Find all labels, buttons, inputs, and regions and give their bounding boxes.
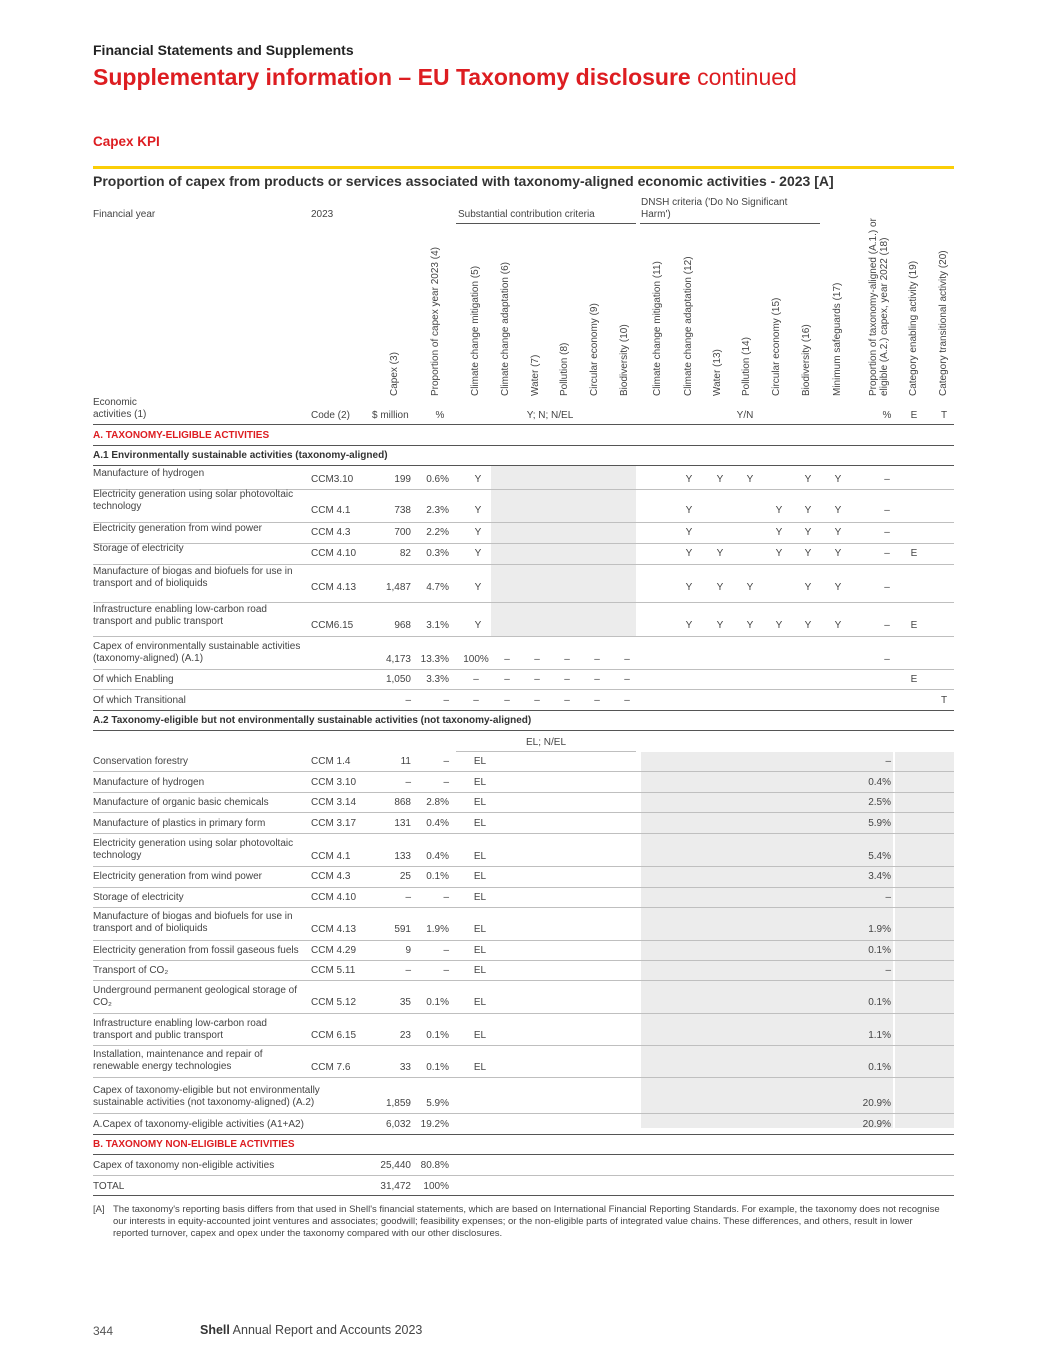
- row-divider: [93, 1113, 954, 1114]
- subtotal-name: Of which Transitional: [93, 695, 186, 706]
- dnsh-d15: Y: [775, 527, 783, 538]
- dnsh-d15: Y: [775, 505, 783, 516]
- dnsh-d15: Y: [775, 548, 783, 559]
- capex-value: 11: [400, 756, 411, 767]
- sc-eligibility: EL: [473, 1062, 487, 1073]
- dnsh-d17: Y: [834, 474, 842, 485]
- row-divider: [93, 940, 954, 941]
- sc-unit: Y; N; N/EL: [526, 410, 574, 421]
- column-header: Category transitional activity (20): [938, 250, 949, 396]
- activity-code: CCM 4.3: [311, 871, 351, 882]
- capex-proportion: 0.1%: [426, 871, 449, 882]
- financial-year-label: Financial year: [93, 209, 156, 220]
- dnsh-criteria-label: DNSH criteria ('Do No Significant Harm'): [641, 197, 788, 220]
- column-header: Biodiversity (16): [801, 324, 812, 396]
- column-header: Proportion of taxonomy-aligned (A.1.) or: [868, 218, 879, 396]
- subtotal-capex: 1,859: [385, 1098, 411, 1109]
- subtotal-sc-value: –: [624, 654, 630, 665]
- row-divider: [93, 445, 954, 446]
- activity-code: CCM 6.15: [311, 1030, 357, 1041]
- subtotal-capex: 4,173: [385, 654, 411, 665]
- capex-proportion: –: [443, 965, 449, 976]
- table-title: Proportion of capex from products or services associated with taxonomy-aligned economic activities - 2023 [A]: [93, 173, 834, 189]
- subtotal-sc-value: –: [624, 695, 630, 706]
- dnsh-d13: Y: [716, 548, 724, 559]
- subtotal-name: Capex of environmentally sustainable activities (taxonomy-aligned) (A.1): [93, 641, 301, 664]
- subtotal-sc-value: 100%: [463, 654, 489, 665]
- subtotal-sc-value: –: [473, 674, 479, 685]
- activity-name: Manufacture of hydrogen: [93, 468, 205, 479]
- activity-name: Underground permanent geological storage of CO₂: [93, 985, 298, 1008]
- kpi-heading: Capex KPI: [93, 134, 160, 149]
- sc-mitigation: Y: [474, 620, 482, 631]
- activity-code: CCM 4.13: [311, 582, 357, 593]
- capex-value: 868: [394, 797, 411, 808]
- capex-value: 82: [399, 548, 411, 559]
- noneligible-proportion: 100%: [423, 1181, 449, 1192]
- activity-name: Infrastructure enabling low-carbon road transport and public transport: [93, 1018, 267, 1041]
- column-header: Biodiversity (10): [619, 324, 630, 396]
- row-divider: [93, 1045, 954, 1046]
- subtotal-sc-value: –: [534, 674, 540, 685]
- capex-value: 133: [394, 851, 411, 862]
- prior-year-proportion: –: [884, 548, 890, 559]
- sc-eligibility: EL: [473, 851, 487, 862]
- subtotal-sc-value: –: [473, 695, 479, 706]
- activity-name: Manufacture of biogas and biofuels for use in transport and of bioliquids: [93, 566, 293, 589]
- activity-name: Manufacture of plastics in primary form: [93, 818, 266, 829]
- subtotal-sc-value: –: [564, 695, 570, 706]
- sc-mitigation: Y: [474, 474, 482, 485]
- dnsh-d13: Y: [716, 582, 724, 593]
- capex-proportion: 4.7%: [426, 582, 449, 593]
- dnsh-d12: Y: [685, 474, 693, 485]
- dnsh-d12: Y: [685, 505, 693, 516]
- shaded-cell: [491, 466, 636, 636]
- prior-year-proportion: –: [884, 474, 890, 485]
- noneligible-capex: 25,440: [380, 1160, 411, 1171]
- activity-name: Storage of electricity: [93, 892, 184, 903]
- activity-name: Electricity generation from wind power: [93, 523, 262, 534]
- capex-value: 33: [399, 1062, 411, 1073]
- capex-proportion: 0.4%: [426, 851, 449, 862]
- section-a-heading: A. TAXONOMY-ELIGIBLE ACTIVITIES: [93, 430, 270, 441]
- sc-mitigation: Y: [474, 548, 482, 559]
- capex-value: 23: [399, 1030, 411, 1041]
- prior-year-proportion: 0.1%: [868, 945, 891, 956]
- capex-value: 700: [394, 527, 411, 538]
- capex-proportion: –: [443, 945, 449, 956]
- dnsh-d16: Y: [804, 474, 812, 485]
- capex-proportion: –: [443, 777, 449, 788]
- financial-year-value: 2023: [311, 209, 334, 220]
- activity-code: CCM 5.12: [311, 997, 357, 1008]
- row-divider: [93, 907, 954, 908]
- sc-eligibility: EL: [473, 892, 487, 903]
- capex-proportion: 3.1%: [426, 620, 449, 631]
- activity-name: Storage of electricity: [93, 543, 184, 554]
- activity-name: Installation, maintenance and repair of renewable energy technologies: [93, 1049, 263, 1072]
- subtotal-sc-value: –: [534, 695, 540, 706]
- capex-proportion: 1.9%: [426, 924, 449, 935]
- subtotal-capex: 6,032: [385, 1119, 411, 1130]
- subtotal-sc-value: –: [594, 695, 600, 706]
- subtotal-sc-value: –: [504, 654, 510, 665]
- capex-proportion: 0.1%: [426, 997, 449, 1008]
- capex-value: 591: [394, 924, 411, 935]
- column-header: Water (13): [712, 349, 723, 396]
- sc-eligibility: EL: [473, 756, 487, 767]
- dnsh-unit: Y/N: [736, 410, 754, 421]
- dnsh-d12: Y: [685, 582, 693, 593]
- column-header: eligible (A.2.) capex, year 2022 (18): [879, 237, 890, 396]
- sc-mitigation: Y: [474, 527, 482, 538]
- sc-eligibility: EL: [473, 871, 487, 882]
- column-header: Pollution (8): [559, 342, 570, 396]
- page-number: 344: [93, 1324, 114, 1338]
- dnsh-d14: Y: [746, 474, 754, 485]
- activity-code: CCM 3.14: [311, 797, 357, 808]
- subtotal-proportion: 5.9%: [426, 1098, 449, 1109]
- activity-code: CCM 7.6: [311, 1062, 351, 1073]
- row-divider: [93, 1195, 954, 1196]
- capex-proportion: 0.4%: [426, 818, 449, 829]
- subtotal-prior-year: –: [884, 654, 890, 665]
- row-divider: [93, 771, 954, 772]
- noneligible-capex: 31,472: [380, 1181, 411, 1192]
- yellow-divider: [93, 166, 954, 169]
- row-divider: [93, 669, 954, 670]
- capex-proportion: 2.2%: [426, 527, 449, 538]
- p18-unit: %: [882, 410, 892, 421]
- sc-eligibility: EL: [473, 924, 487, 935]
- row-divider: [456, 223, 636, 224]
- page-title-suffix: continued: [690, 64, 797, 90]
- dnsh-d12: Y: [685, 548, 693, 559]
- activity-code: CCM 4.1: [311, 505, 351, 516]
- activity-code: CCM 4.10: [311, 892, 357, 903]
- subtotal-sc-value: –: [534, 654, 540, 665]
- activity-name: Transport of CO₂: [93, 965, 169, 976]
- e-unit: E: [910, 410, 918, 421]
- subtotal-transitional: T: [940, 695, 948, 706]
- noneligible-row-name: Capex of taxonomy non-eligible activities: [93, 1160, 275, 1171]
- activity-code: CCM 4.10: [311, 548, 357, 559]
- sc-eligibility: EL: [473, 818, 487, 829]
- column-header: Water (7): [530, 354, 541, 396]
- subtotal-capex: 1,050: [385, 674, 411, 685]
- capex-proportion: 0.3%: [426, 548, 449, 559]
- activity-code: CCM 4.29: [311, 945, 357, 956]
- subtotal-capex: –: [405, 695, 411, 706]
- subtotal-proportion: –: [443, 695, 449, 706]
- dnsh-d16: Y: [804, 505, 812, 516]
- prior-year-proportion: –: [884, 505, 890, 516]
- dnsh-d17: Y: [834, 505, 842, 516]
- dnsh-d14: Y: [746, 620, 754, 631]
- activity-code: CCM 1.4: [311, 756, 351, 767]
- capex-proportion: 2.3%: [426, 505, 449, 516]
- sc-eligibility: EL: [473, 777, 487, 788]
- prior-year-proportion: 1.9%: [868, 924, 891, 935]
- subtotal-name: Capex of taxonomy-eligible but not environmentally sustainable activities (not taxonomy-aligned) (A.2): [93, 1085, 320, 1108]
- sc-eligibility: EL: [473, 997, 487, 1008]
- row-divider: [93, 1013, 954, 1014]
- subtotal-enabling: E: [910, 674, 918, 685]
- capex-value: 199: [394, 474, 411, 485]
- activity-name: Manufacture of organic basic chemicals: [93, 797, 269, 808]
- section-a1-heading: A.1 Environmentally sustainable activities (taxonomy-aligned): [93, 450, 388, 461]
- noneligible-proportion: 80.8%: [420, 1160, 449, 1171]
- subtotal-sc-value: –: [504, 695, 510, 706]
- sc-eligibility: EL: [473, 1030, 487, 1041]
- column-header: Climate change adaptation (6): [500, 262, 511, 396]
- page-title-main: Supplementary information – EU Taxonomy disclosure: [93, 64, 691, 90]
- footnote: [93, 1204, 943, 1240]
- activity-name: Infrastructure enabling low-carbon road transport and public transport: [93, 604, 267, 627]
- activity-name: Electricity generation from fossil gaseous fuels: [93, 945, 299, 956]
- row-divider: [93, 710, 954, 711]
- row-divider: [93, 564, 954, 565]
- a2-unit: EL; N/EL: [525, 737, 567, 748]
- column-header: Climate change adaptation (12): [683, 256, 694, 396]
- capex-proportion: 0.6%: [426, 474, 449, 485]
- section-b-heading: B. TAXONOMY NON-ELIGIBLE ACTIVITIES: [93, 1139, 295, 1150]
- capex-value: 9: [405, 945, 411, 956]
- column-header: Climate change mitigation (5): [470, 265, 481, 396]
- capex-value: –: [405, 777, 411, 788]
- capex-value: –: [405, 965, 411, 976]
- activity-code: CCM 5.11: [311, 965, 356, 976]
- row-divider: [93, 812, 954, 813]
- row-divider: [93, 792, 954, 793]
- prior-year-proportion: –: [885, 892, 891, 903]
- row-divider: [93, 1154, 954, 1155]
- activity-code: CCM 4.13: [311, 924, 357, 935]
- dnsh-d17: Y: [834, 548, 842, 559]
- prop-unit: %: [435, 410, 445, 421]
- row-divider: [456, 751, 636, 752]
- prior-year-proportion: –: [885, 965, 891, 976]
- row-divider: [93, 887, 954, 888]
- noneligible-row-name: TOTAL: [93, 1181, 125, 1192]
- subtotal-proportion: 3.3%: [426, 674, 449, 685]
- row-divider: [93, 636, 954, 637]
- subtotal-sc-value: –: [594, 654, 600, 665]
- column-header: Proportion of capex year 2023 (4): [430, 247, 441, 396]
- sc-eligibility: EL: [473, 945, 487, 956]
- report-name: Annual Report and Accounts 2023: [229, 1323, 423, 1337]
- capex-proportion: 0.1%: [426, 1062, 449, 1073]
- prior-year-proportion: 2.5%: [868, 797, 891, 808]
- column-header: Climate change mitigation (11): [652, 261, 663, 396]
- capex-unit: $ million: [372, 410, 409, 421]
- row-divider: [93, 960, 954, 961]
- column-header: Circular economy (9): [589, 303, 600, 396]
- capex-value: 25: [399, 871, 411, 882]
- capex-value: 968: [394, 620, 411, 631]
- prior-year-proportion: –: [884, 582, 890, 593]
- row-divider: [93, 730, 954, 731]
- capex-value: –: [405, 892, 411, 903]
- capex-value: 131: [394, 818, 411, 829]
- prior-year-proportion: 0.1%: [868, 1062, 891, 1073]
- sc-eligibility: EL: [473, 797, 487, 808]
- row-divider: [93, 602, 954, 603]
- dnsh-d14: Y: [746, 582, 754, 593]
- subtotal-proportion: 19.2%: [420, 1119, 449, 1130]
- t-unit: T: [940, 410, 948, 421]
- substantial-criteria-label: Substantial contribution criteria: [458, 209, 595, 220]
- activity-name: Conservation forestry: [93, 756, 189, 767]
- row-divider: [640, 223, 820, 224]
- report-footer: [200, 1323, 422, 1337]
- prior-year-proportion: 3.4%: [868, 871, 891, 882]
- subtotal-name: Of which Enabling: [93, 674, 174, 685]
- economic-activities-label: Economic activities (1): [93, 397, 147, 420]
- prior-year-proportion: –: [885, 756, 891, 767]
- dnsh-d16: Y: [804, 548, 812, 559]
- subtotal-proportion: 13.3%: [420, 654, 449, 665]
- subtotal-sc-value: –: [564, 654, 570, 665]
- page-title: [93, 64, 797, 91]
- dnsh-d16: Y: [804, 582, 812, 593]
- capex-value: 738: [394, 505, 411, 516]
- dnsh-d17: Y: [834, 620, 842, 631]
- capex-proportion: 2.8%: [426, 797, 449, 808]
- capex-value: 1,487: [385, 582, 411, 593]
- prior-year-proportion: 5.9%: [868, 818, 891, 829]
- activity-name: Electricity generation from wind power: [93, 871, 262, 882]
- row-divider: [93, 1077, 954, 1078]
- activity-code: CCM 3.10: [311, 777, 357, 788]
- dnsh-d12: Y: [685, 620, 693, 631]
- sc-mitigation: Y: [474, 582, 482, 593]
- prior-year-proportion: –: [884, 527, 890, 538]
- row-divider: [93, 1134, 954, 1135]
- activity-code: CCM 3.17: [311, 818, 357, 829]
- activity-name: Electricity generation using solar photovoltaic technology: [93, 489, 294, 512]
- subtotal-sc-value: –: [504, 674, 510, 685]
- row-divider: [93, 424, 954, 425]
- dnsh-d13: Y: [716, 474, 724, 485]
- dnsh-d16: Y: [804, 620, 812, 631]
- subtotal-name: A.Capex of taxonomy-eligible activities (A1+A2): [93, 1119, 304, 1130]
- activity-code: CCM6.15: [311, 620, 354, 631]
- column-header: Capex (3): [389, 352, 400, 396]
- dnsh-d16: Y: [804, 527, 812, 538]
- enabling-flag: E: [910, 548, 918, 559]
- prior-year-proportion: 5.4%: [868, 851, 891, 862]
- prior-year-proportion: 0.4%: [868, 777, 891, 788]
- activity-code: CCM 4.3: [311, 527, 351, 538]
- capex-value: 35: [399, 997, 411, 1008]
- row-divider: [93, 689, 954, 690]
- prior-year-proportion: 0.1%: [868, 997, 891, 1008]
- subtotal-sc-value: –: [594, 674, 600, 685]
- capex-proportion: –: [443, 892, 449, 903]
- section-a2-heading: A.2 Taxonomy-eligible but not environmentally sustainable activities (not taxonomy-aligned): [93, 715, 532, 726]
- subtotal-sc-value: –: [564, 674, 570, 685]
- column-header: Circular economy (15): [771, 297, 782, 396]
- subtotal-prior-year: 20.9%: [862, 1119, 891, 1130]
- activity-code: CCM 4.1: [311, 851, 351, 862]
- brand-name: Shell: [200, 1323, 230, 1337]
- sc-eligibility: EL: [473, 965, 487, 976]
- dnsh-d17: Y: [834, 527, 842, 538]
- row-divider: [93, 980, 954, 981]
- activity-name: Manufacture of biogas and biofuels for use in transport and of bioliquids: [93, 911, 293, 934]
- capex-proportion: 0.1%: [426, 1030, 449, 1041]
- row-divider: [93, 866, 954, 867]
- dnsh-d12: Y: [685, 527, 693, 538]
- row-divider: [93, 1175, 954, 1176]
- column-header: Pollution (14): [741, 337, 752, 396]
- subtotal-prior-year: 20.9%: [862, 1098, 891, 1109]
- enabling-flag: E: [910, 620, 918, 631]
- column-header: Category enabling activity (19): [908, 260, 919, 396]
- row-divider: [93, 833, 954, 834]
- activity-code: CCM3.10: [311, 474, 354, 485]
- dnsh-d15: Y: [775, 620, 783, 631]
- code-unit: Code (2): [311, 410, 350, 421]
- capex-proportion: –: [443, 756, 449, 767]
- prior-year-proportion: 1.1%: [868, 1030, 891, 1041]
- activity-name: Electricity generation using solar photovoltaic technology: [93, 838, 294, 861]
- prior-year-proportion: –: [884, 620, 890, 631]
- footnote-mark: [A]: [93, 1204, 105, 1215]
- dnsh-d17: Y: [834, 582, 842, 593]
- subtotal-sc-value: –: [624, 674, 630, 685]
- sc-mitigation: Y: [474, 505, 482, 516]
- section-label: Financial Statements and Supplements: [93, 42, 354, 58]
- dnsh-d13: Y: [716, 620, 724, 631]
- activity-name: Manufacture of hydrogen: [93, 777, 205, 788]
- column-header: Minimum safeguards (17): [832, 282, 843, 396]
- footnote-text: The taxonomy's reporting basis differs from that used in Shell's financial statements, which are based on International Financial Reporting Standards. For example, the taxonomy does not recognise our interests in equity-accounted joint ventures and associates; goodwill; feasibility expenses; or the non-eligible parts of integrated value chains. These differences, and others, result in lower reported turnover, capex and opex under the taxonomy compared with our other disclosures.: [113, 1204, 940, 1239]
